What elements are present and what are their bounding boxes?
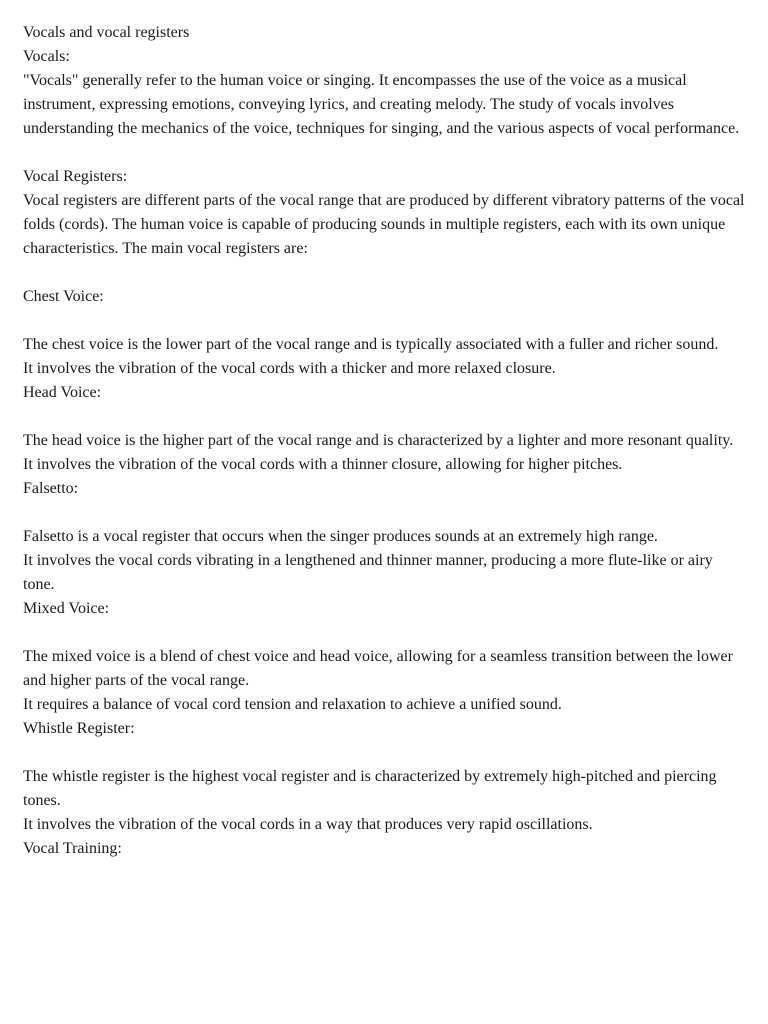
- mixed-voice-heading: Mixed Voice:: [23, 600, 110, 617]
- blank-line: [23, 741, 745, 765]
- chest-voice-point-2: It involves the vibration of the vocal cords with a thicker and more relaxed closure.: [23, 360, 556, 377]
- blank-line: [23, 405, 745, 429]
- document-title: Vocals and vocal registers: [23, 24, 190, 41]
- falsetto-point-1: Falsetto is a vocal register that occurs when the singer produces sounds at an extremely high range.: [23, 528, 658, 545]
- vocal-training-heading: Vocal Training:: [23, 840, 122, 857]
- falsetto-heading: Falsetto:: [23, 480, 79, 497]
- document-page: [23, 21, 745, 861]
- blank-line: [23, 261, 745, 285]
- mixed-voice-point-2: It requires a balance of vocal cord tension and relaxation to achieve a unified sound.: [23, 696, 562, 713]
- vocals-paragraph: "Vocals" generally refer to the human voice or singing. It encompasses the use of the voice as a musical instrument, expressing emotions, conveying lyrics, and creating melody. The study of vocals involves understanding the mechanics of the voice, techniques for singing, and the various aspects of vocal performance.: [23, 72, 740, 137]
- vocals-heading: Vocals:: [23, 48, 70, 65]
- mixed-voice-point-1: The mixed voice is a blend of chest voice and head voice, allowing for a seamless transition between the lower and higher parts of the vocal range.: [23, 648, 733, 689]
- whistle-register-point-1: The whistle register is the highest vocal register and is characterized by extremely high-pitched and piercing tones.: [23, 768, 717, 809]
- registers-paragraph: Vocal registers are different parts of the vocal range that are produced by different vibratory patterns of the vocal folds (cords). The human voice is capable of producing sounds in multiple registers, each with its own unique characteristics. The main vocal registers are:: [23, 192, 745, 257]
- whistle-register-heading: Whistle Register:: [23, 720, 135, 737]
- chest-voice-heading: Chest Voice:: [23, 288, 104, 305]
- blank-line: [23, 141, 745, 165]
- chest-voice-point-1: The chest voice is the lower part of the vocal range and is typically associated with a fuller and richer sound.: [23, 336, 719, 353]
- blank-line: [23, 621, 745, 645]
- head-voice-point-2: It involves the vibration of the vocal cords with a thinner closure, allowing for higher pitches.: [23, 456, 623, 473]
- whistle-register-point-2: It involves the vibration of the vocal cords in a way that produces very rapid oscillations.: [23, 816, 593, 833]
- registers-heading: Vocal Registers:: [23, 168, 128, 185]
- head-voice-heading: Head Voice:: [23, 384, 102, 401]
- blank-line: [23, 501, 745, 525]
- falsetto-point-2: It involves the vocal cords vibrating in a lengthened and thinner manner, producing a more flute-like or airy tone.: [23, 552, 713, 593]
- head-voice-point-1: The head voice is the higher part of the vocal range and is characterized by a lighter and more resonant quality.: [23, 432, 734, 449]
- blank-line: [23, 309, 745, 333]
